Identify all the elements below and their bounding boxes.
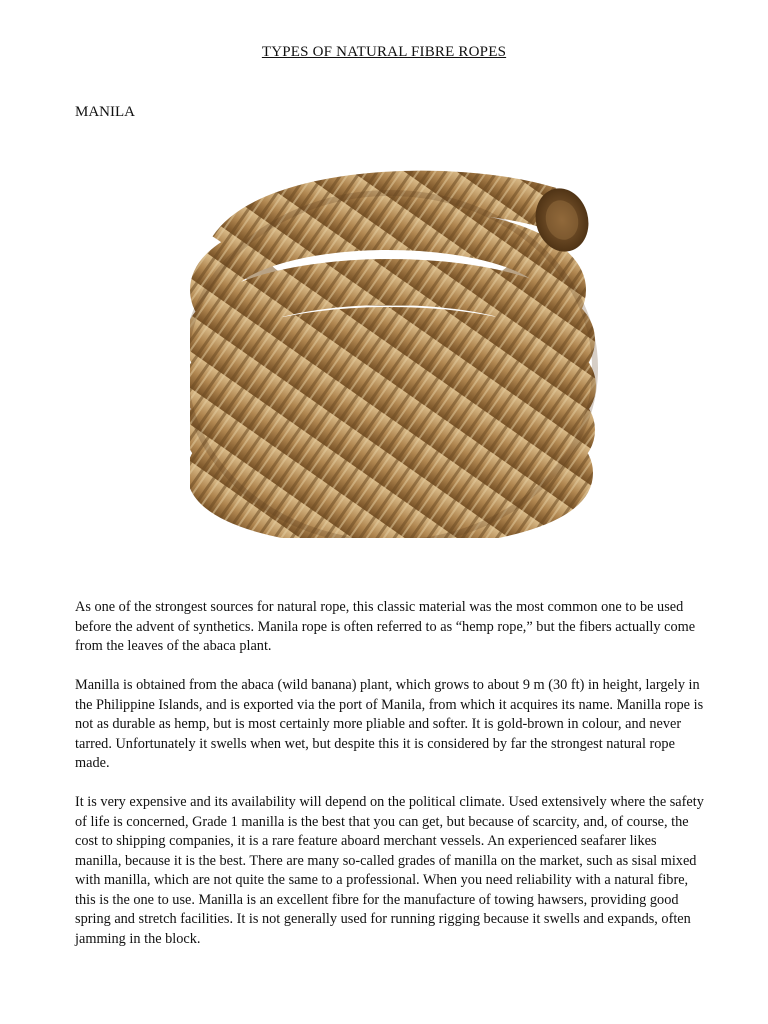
body-text xyxy=(75,598,705,969)
rope-coil-image xyxy=(190,168,600,538)
rope-turns xyxy=(207,192,573,525)
paragraph-2: Manilla is obtained from the abaca (wild banana) plant, which grows to about 9 m (30 ft) in height, largely in the Philippine Islands, and is exported via the port of Manila, from which it acquires its name. Manilla rope is not as durable as hemp, but is most certainly more pliable and softer. It is gold-brown in colour, and never tarred. Unfortunately it swells when wet, but despite this it is considered by far the strongest natural rope made. xyxy=(75,677,704,771)
rope-coil-illustration xyxy=(190,168,600,538)
paragraph-1: As one of the strongest sources for natural rope, this classic material was the most common one to be used before the advent of synthetics. Manila rope is often referred to as “hemp rope,” but the fibers actually come from the leaves of the abaca plant. xyxy=(75,599,696,654)
document-title: TYPES OF NATURAL FIBRE ROPES xyxy=(261,44,507,60)
paragraph-3: It is very expensive and its availability will depend on the political climate. Used extensively where the safety of life is concerned, Grade 1 manilla is the best that you can get, but because of scarcity, and, of course, the cost to shipping companies, it is a rare feature aboard merchant vessels. An experienced seafarer likes manilla, because it is the best. There are many so-called grades of manilla on the market, such as sisal mixed with manilla, which are not quite the same to a professional. When you need reliability with a natural fibre, this is the one to use. Manilla is an excellent fibre for the manufacture of towing hawsers, providing good spring and stretch facilities. It is not generally used for running rigging because it swells and expands, often jamming in the block. xyxy=(75,794,704,947)
section-heading: MANILA xyxy=(75,104,135,120)
